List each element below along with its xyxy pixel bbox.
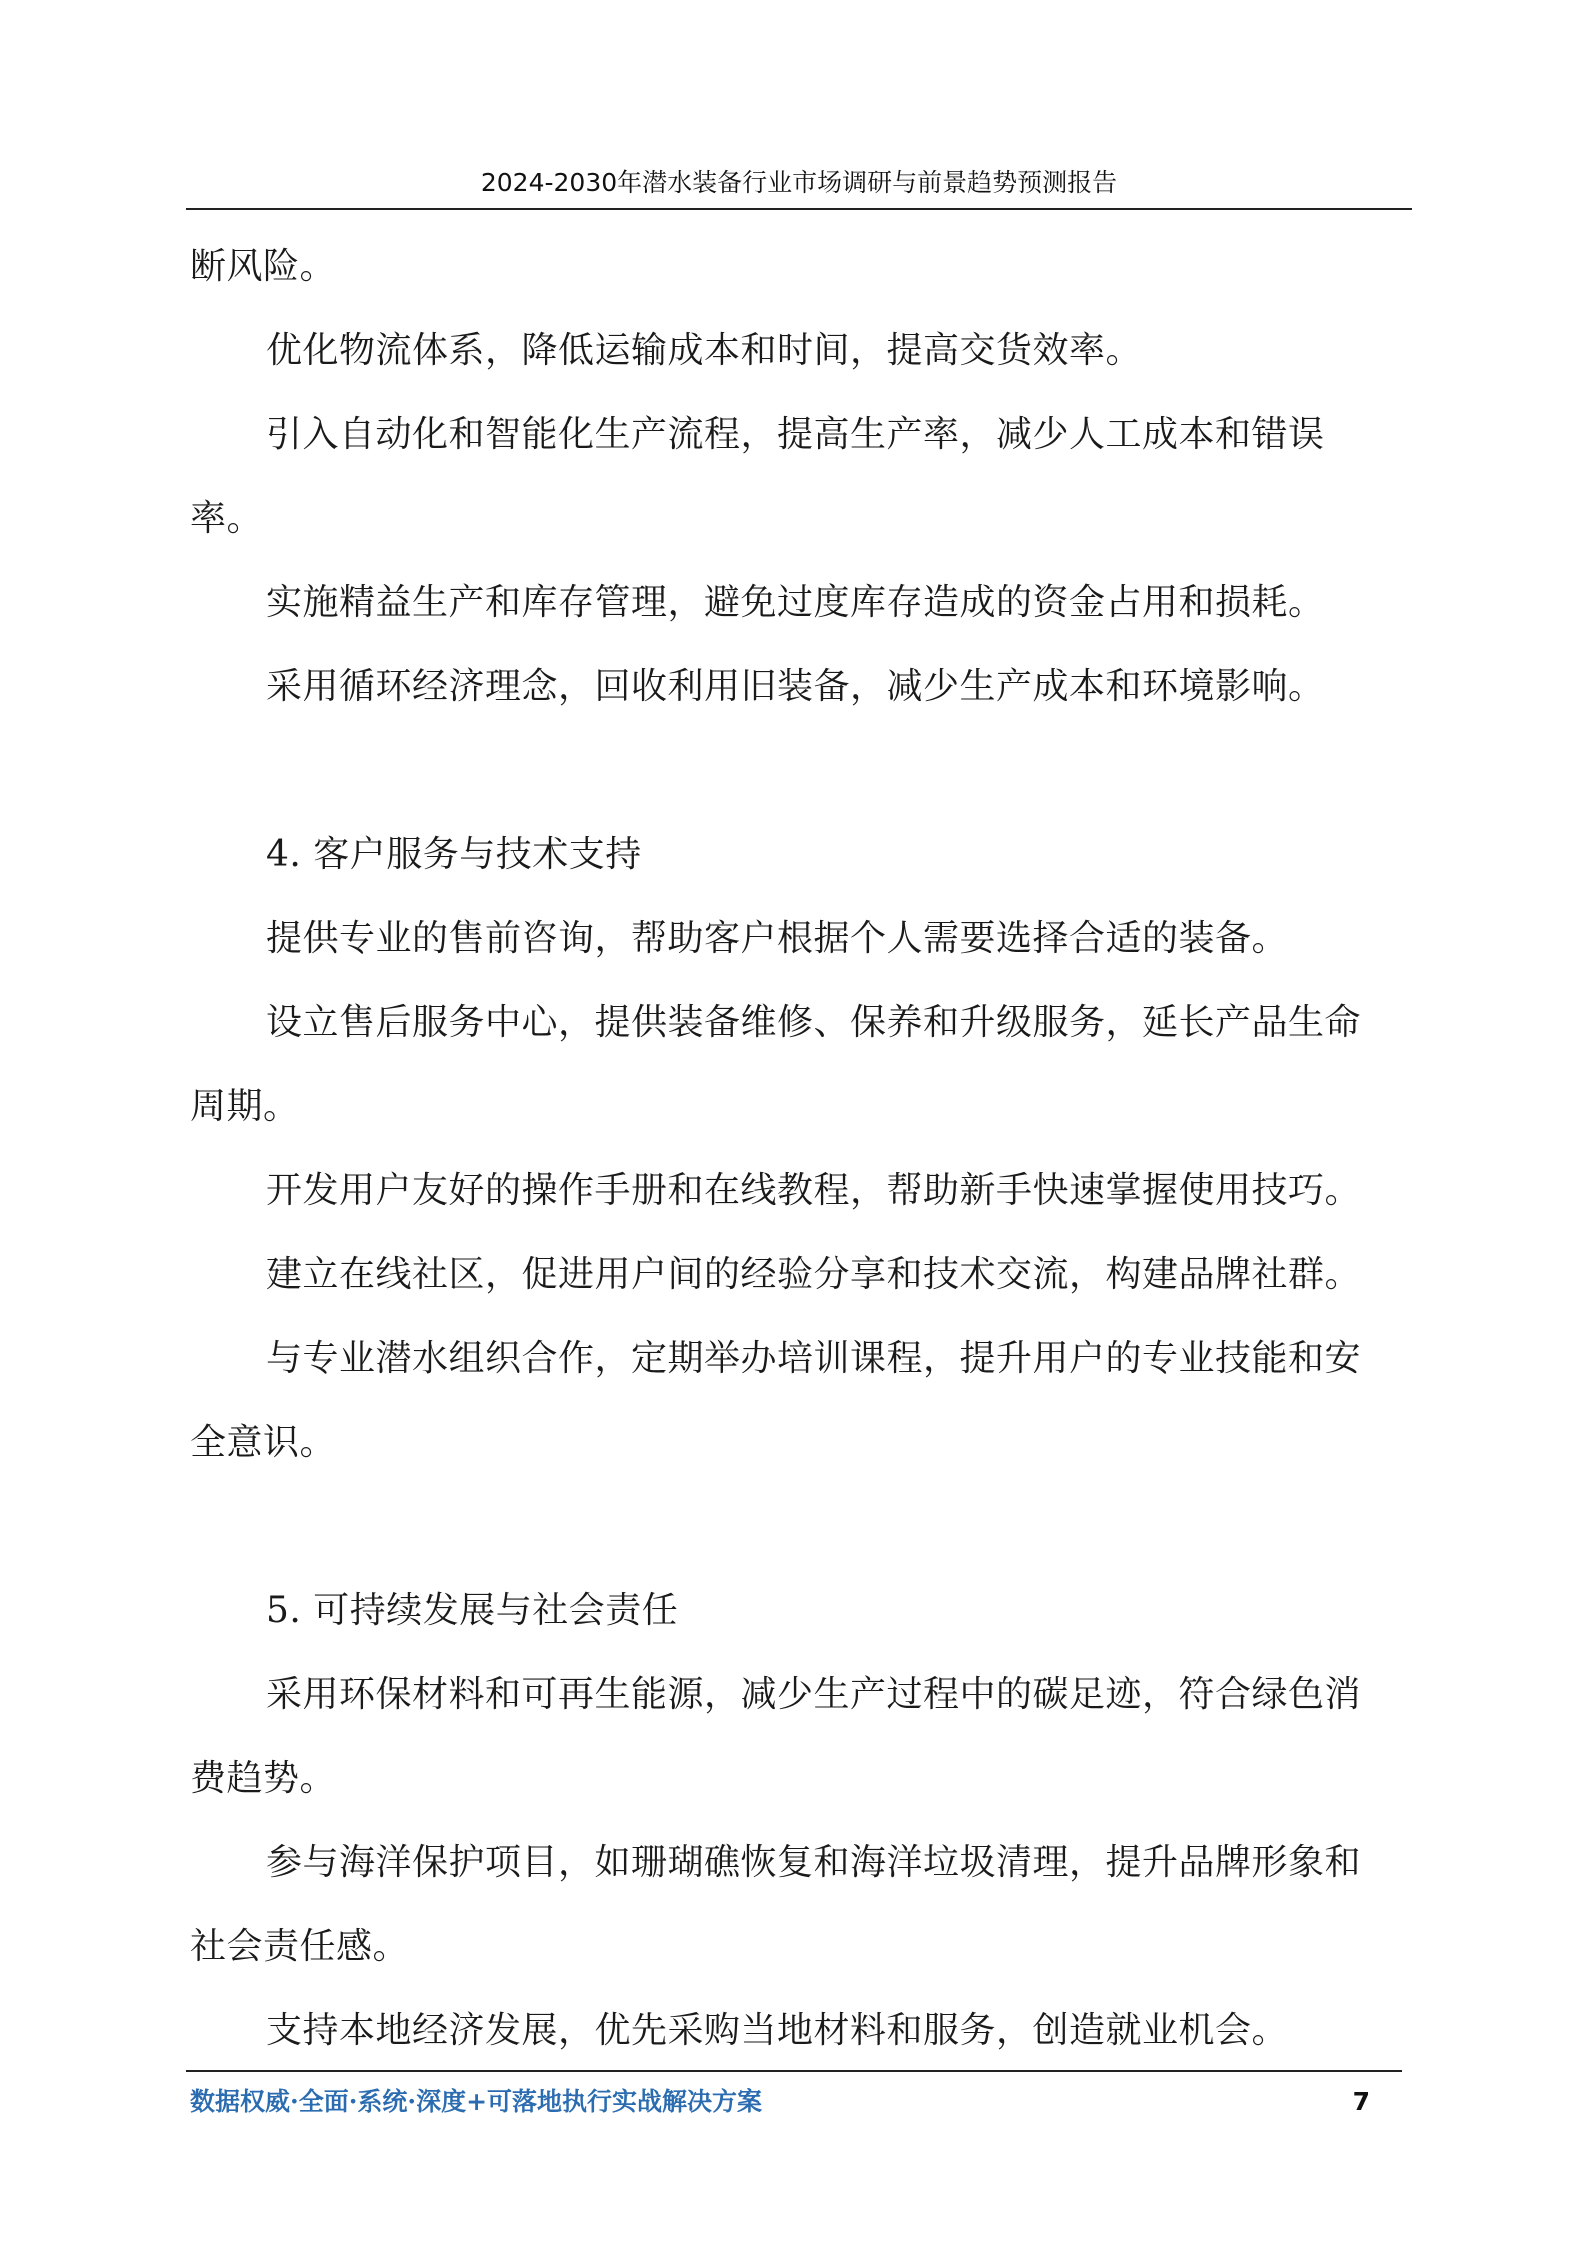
- paragraph-automation-line2: 率。: [190, 498, 264, 539]
- paragraph-training-line1: 与专业潜水组织合作，定期举办培训课程，提升用户的专业技能和安: [266, 1338, 1362, 1379]
- paragraph-ocean-protection-line1: 参与海洋保护项目，如珊瑚礁恢复和海洋垃圾清理，提升品牌形象和: [266, 1842, 1362, 1883]
- document-body: [190, 225, 1402, 2073]
- page-header: [186, 160, 1412, 210]
- paragraph-local-economy: 支持本地经济发展，优先采购当地材料和服务，创造就业机会。: [266, 2010, 1289, 2051]
- paragraph-community: 建立在线社区，促进用户间的经验分享和技术交流，构建品牌社群。: [266, 1254, 1362, 1295]
- paragraph-continuation: 断风险。: [190, 246, 337, 287]
- page-number: 7: [1352, 2087, 1370, 2116]
- paragraph-green-materials-line2: 费趋势。: [190, 1758, 337, 1799]
- paragraph-aftersales-line2: 周期。: [190, 1086, 300, 1127]
- section-heading-customer-service: 4. 客户服务与技术支持: [266, 834, 642, 875]
- spacer: [190, 729, 1402, 813]
- paragraph-automation-line1: 引入自动化和智能化生产流程，提高生产率，减少人工成本和错误: [266, 414, 1325, 455]
- paragraph-training-line2: 全意识。: [190, 1422, 337, 1463]
- paragraph-logistics: 优化物流体系，降低运输成本和时间，提高交货效率。: [266, 330, 1143, 371]
- paragraph-manuals: 开发用户友好的操作手册和在线教程，帮助新手快速掌握使用技巧。: [266, 1170, 1362, 1211]
- paragraph-presales: 提供专业的售前咨询，帮助客户根据个人需要选择合适的装备。: [266, 918, 1289, 959]
- footer-divider: [186, 2070, 1402, 2072]
- report-title: 2024-2030年潜水装备行业市场调研与前景趋势预测报告: [480, 168, 1118, 197]
- paragraph-lean-production: 实施精益生产和库存管理，避免过度库存造成的资金占用和损耗。: [266, 582, 1325, 623]
- paragraph-ocean-protection-line2: 社会责任感。: [190, 1926, 410, 1967]
- footer-slogan: 数据权威·全面·系统·深度+可落地执行实战解决方案: [190, 2087, 763, 2116]
- spacer: [190, 1485, 1402, 1569]
- paragraph-aftersales-line1: 设立售后服务中心，提供装备维修、保养和升级服务，延长产品生命: [266, 1002, 1362, 1043]
- paragraph-circular-economy: 采用循环经济理念，回收利用旧装备，减少生产成本和环境影响。: [266, 666, 1325, 707]
- paragraph-green-materials-line1: 采用环保材料和可再生能源，减少生产过程中的碳足迹，符合绿色消: [266, 1674, 1362, 1715]
- section-heading-sustainability: 5. 可持续发展与社会责任: [266, 1590, 679, 1631]
